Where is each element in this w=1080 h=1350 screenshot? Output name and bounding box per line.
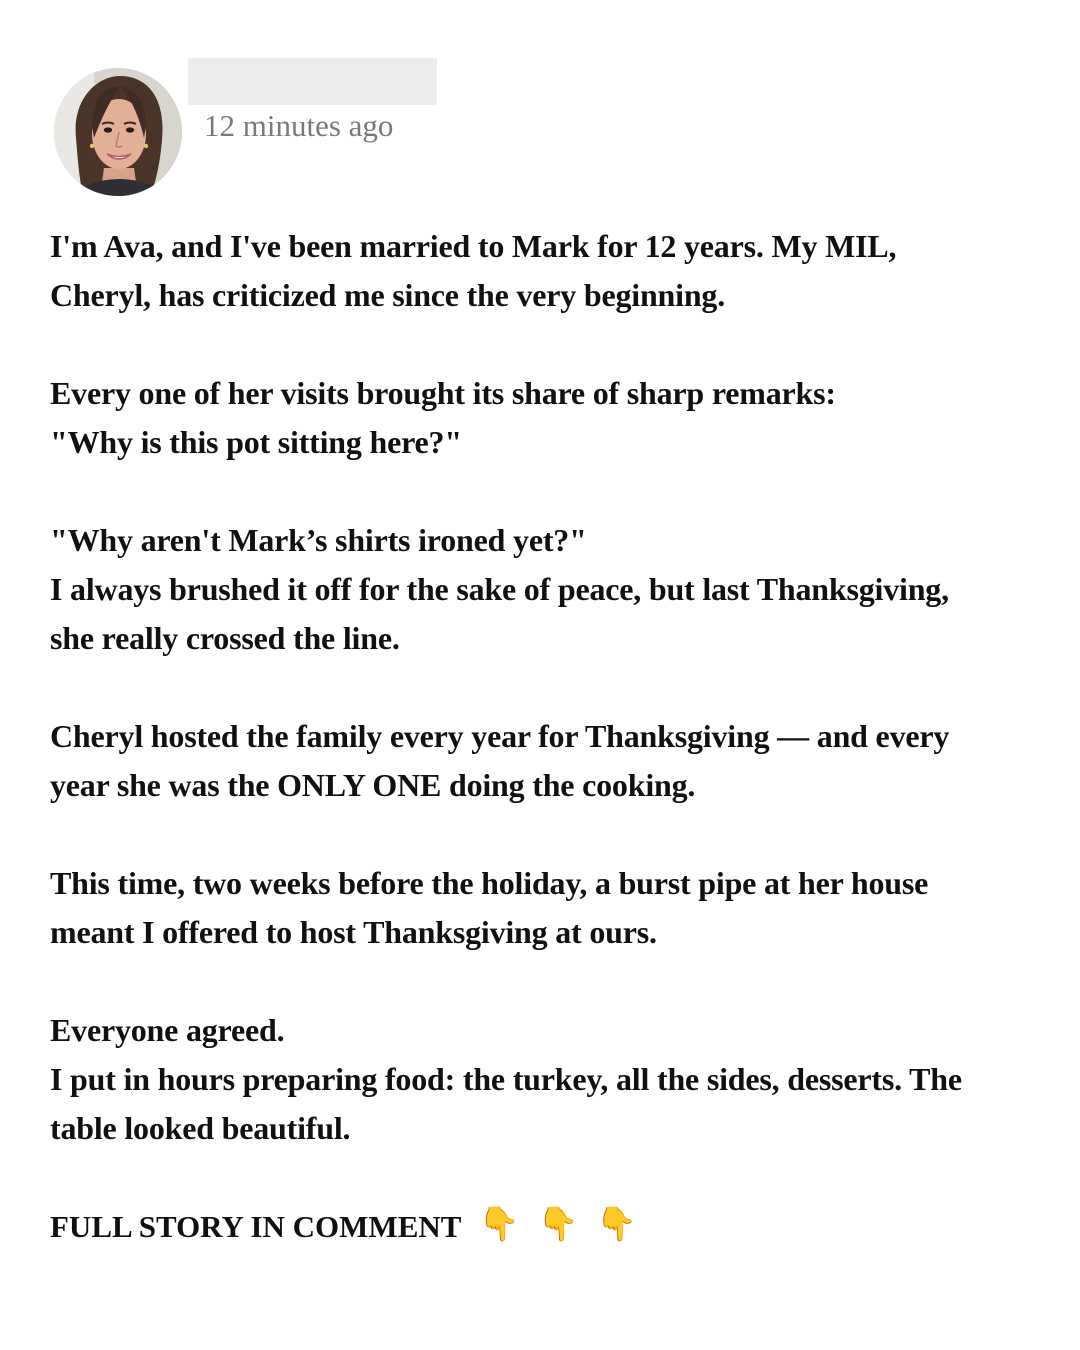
post-line: I'm Ava, and I've been married to Mark for 12 years. My MIL, [50,228,897,264]
post-body [50,222,1030,1202]
post-paragraph [50,859,1030,957]
post-paragraph [50,516,1030,663]
avatar[interactable] [54,68,182,196]
post-line: table looked beautiful. [50,1110,351,1146]
post-header [54,58,474,198]
post-paragraph [50,712,1030,810]
post-line: "Why aren't Mark’s shirts ironed yet?" [50,522,587,558]
post-line: Everyone agreed. [50,1012,285,1048]
post-line: "Why is this pot sitting here?" [50,424,462,460]
post-line: meant I offered to host Thanksgiving at ours. [50,914,657,950]
pointing-down-icon: 👇 [478,1204,520,1243]
post-line: Every one of her visits brought its share of sharp remarks: [50,375,836,411]
post-timestamp: 12 minutes ago [204,108,394,143]
post-line: I put in hours preparing food: the turkey, all the sides, desserts. The [50,1061,962,1097]
post-line: This time, two weeks before the holiday, a burst pipe at her house [50,865,929,901]
post-paragraph [50,369,1030,467]
author-name-placeholder[interactable] [188,58,437,105]
post-line: year she was the ONLY ONE doing the cooking. [50,767,696,803]
post-line: Cheryl, has criticized me since the very beginning. [50,277,726,313]
post-paragraph [50,222,1030,320]
post-line: I always brushed it off for the sake of peace, but last Thanksgiving, [50,571,949,607]
profile-photo-icon [54,68,182,196]
pointing-down-icon: 👇 [537,1204,579,1243]
post-paragraph [50,1006,1030,1153]
post-line: Cheryl hosted the family every year for Thanksgiving — and every [50,718,950,754]
full-story-call-to-action [50,1198,637,1253]
pointing-down-icon: 👇 [596,1204,638,1243]
post-line: she really crossed the line. [50,620,400,656]
cta-label: FULL STORY IN COMMENT [50,1209,461,1244]
